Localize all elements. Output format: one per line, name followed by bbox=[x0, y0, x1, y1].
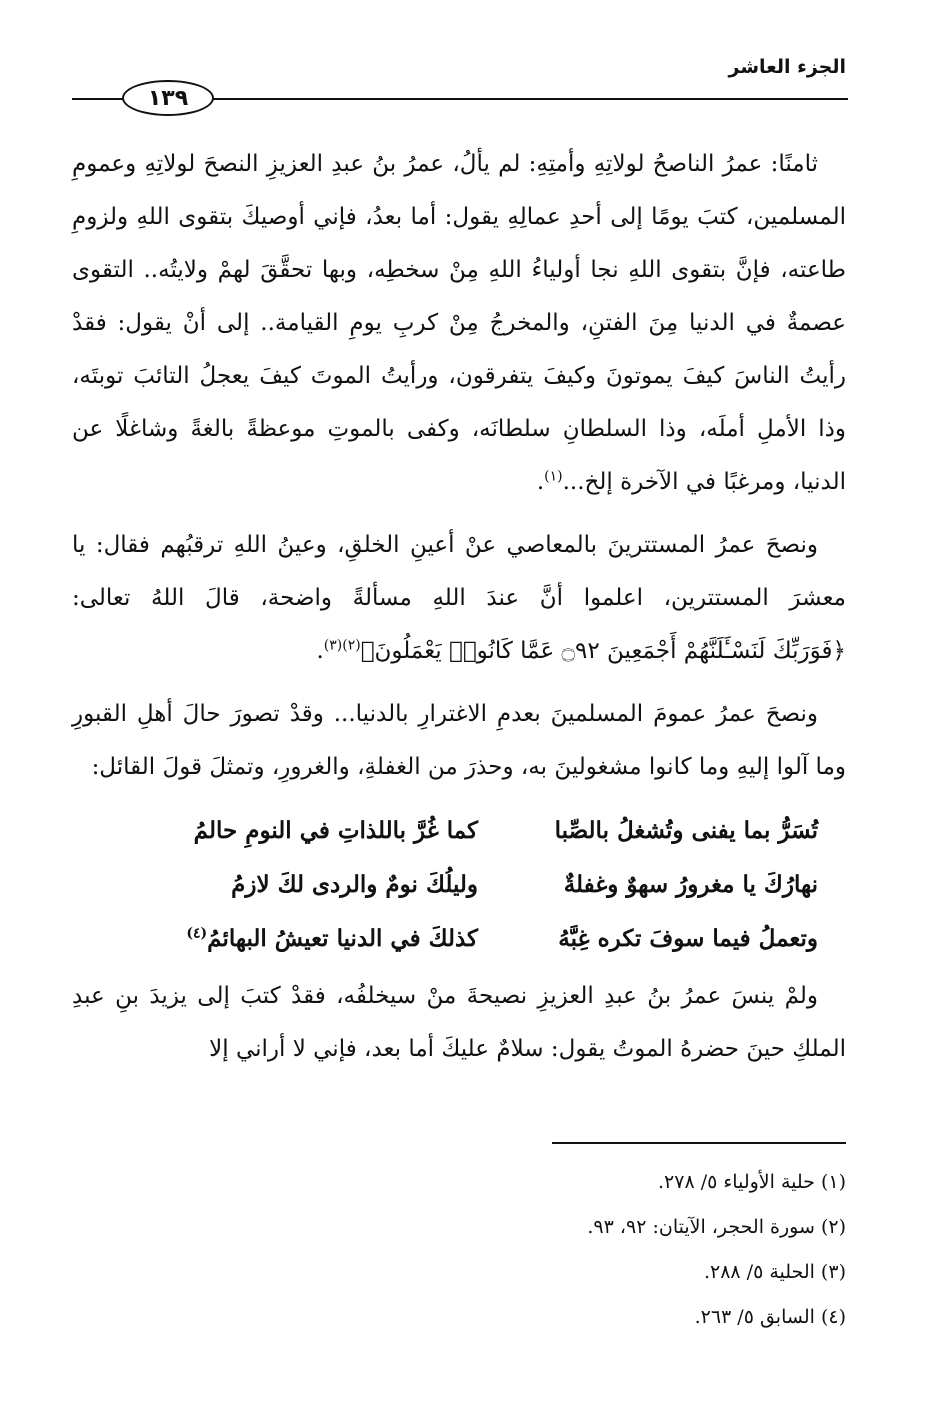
verse-second-hemistich: كما غُرَّ باللذاتِ في النومِ حالمُ bbox=[193, 817, 478, 844]
verse-second-hemistich-text: كذلكَ في الدنيا تعيشُ البهائمُ bbox=[207, 925, 478, 952]
verse-first-hemistich: تُسَرُّ بما يفنى وتُشغلُ بالصِّبا bbox=[554, 817, 818, 844]
paragraph-4 bbox=[72, 970, 846, 1076]
page-number: ١٣٩ bbox=[122, 80, 214, 116]
paragraph-1 bbox=[72, 138, 846, 509]
footnote-ref-1: (١) bbox=[544, 468, 563, 485]
main-text bbox=[72, 138, 846, 1086]
poem bbox=[72, 804, 846, 966]
footnote-4: (٤) السابق ٥/ ٢٦٣. bbox=[694, 1306, 846, 1328]
quran-verse: ﴿فَوَرَبِّكَ لَنَسْـَٔلَنَّهُمْ أَجْمَعِينَ ۝٩٢ عَمَّا كَانُوا۟ يَعْمَلُونَ﴾ bbox=[360, 638, 846, 664]
footnote-ref-4: (٤) bbox=[186, 925, 208, 942]
paragraph-2-text: ونصحَ عمرُ المستترينَ بالمعاصي عنْ أعينِ الخلقِ، وعينُ اللهِ ترقبُهم فقال: يا معشرَ المستترين، اعلموا أنَّ عندَ اللهِ مسألةً واضحة، قالَ اللهُ تعالى: bbox=[72, 532, 846, 611]
poem-verse bbox=[72, 804, 818, 858]
footnote-2: (٢) سورة الحجر، الآيتان: ٩٢، ٩٣. bbox=[587, 1216, 846, 1238]
paragraph-1-end: . bbox=[536, 469, 545, 495]
paragraph-3 bbox=[72, 688, 846, 794]
running-header-title: الجزء العاشر bbox=[728, 56, 846, 78]
verse-first-hemistich: نهارُكَ يا مغرورُ سهوٌ وغفلةٌ bbox=[563, 871, 818, 898]
paragraph-2 bbox=[72, 519, 846, 678]
paragraph-1-text: ثامنًا: عمرُ الناصحُ لولاتِهِ وأمتِهِ: لم يألُ، عمرُ بنُ عبدِ العزيزِ النصحَ لولاتِهِ وعمومِ المسلمين، كتبَ يومًا إلى أحدِ عمالِهِ يقول: أما بعدُ، فإني أوصيكَ بتقوى اللهِ ولزومِ طاعته، فإنَّ بتقوى اللهِ نجا أولياءُ اللهِ مِنْ سخطِه، وبها تحقَّقَ لهمْ ولايتُه.. التقوى عصمةٌ في الدنيا مِنَ الفتنِ، والمخرجُ مِنْ كربِ يومِ القيامة.. إلى أنْ يقول: فقدْ رأيتُ الناسَ كيفَ يموتونَ وكيفَ يتفرقون، ورأيتُ الموتَ كيفَ يعجلُ التائبَ توبتَه، وذا الأملِ أملَه، وذا السلطانِ سلطانَه، وكفى بالموتِ موعظةً بالغةً وشاغلًا عن الدنيا، ومرغبًا في الآخرة إلخ... bbox=[72, 151, 846, 495]
paragraph-3-text: ونصحَ عمرُ عمومَ المسلمينَ بعدمِ الاغترارِ بالدنيا... وقدْ تصورَ حالَ أهلِ القبورِ وما آلوا إليهِ وما كانوا مشغولينَ به، وحذرَ من الغفلةِ، والغرورِ، وتمثلَ قولَ القائل: bbox=[72, 701, 846, 780]
footnote-separator bbox=[552, 1142, 846, 1144]
verse-second-hemistich: وليلُكَ نومٌ والردى لكَ لازمُ bbox=[231, 871, 478, 898]
verse-second-hemistich bbox=[138, 912, 478, 966]
poem-verse bbox=[72, 858, 818, 912]
footnotes bbox=[146, 1160, 846, 1340]
verse-first-hemistich: وتعملُ فيما سوفَ تكره غِبَّهُ bbox=[558, 925, 818, 952]
poem-verse bbox=[72, 912, 818, 966]
paragraph-4-text: ولمْ ينسَ عمرُ بنُ عبدِ العزيزِ نصيحةَ منْ سيخلفُه، فقدْ كتبَ إلى يزيدَ بنِ عبدِ الملكِ حينَ حضرهُ الموتُ يقول: سلامٌ عليكَ أما بعد، فإني لا أراني إلا bbox=[72, 983, 846, 1062]
footnote-1: (١) حلية الأولياء ٥/ ٢٧٨. bbox=[657, 1171, 846, 1193]
paragraph-2-end: . bbox=[316, 638, 324, 664]
footnote-ref-2-3: (٢)(٣) bbox=[323, 637, 361, 654]
footnote-3: (٣) الحلية ٥/ ٢٨٨. bbox=[703, 1261, 846, 1283]
